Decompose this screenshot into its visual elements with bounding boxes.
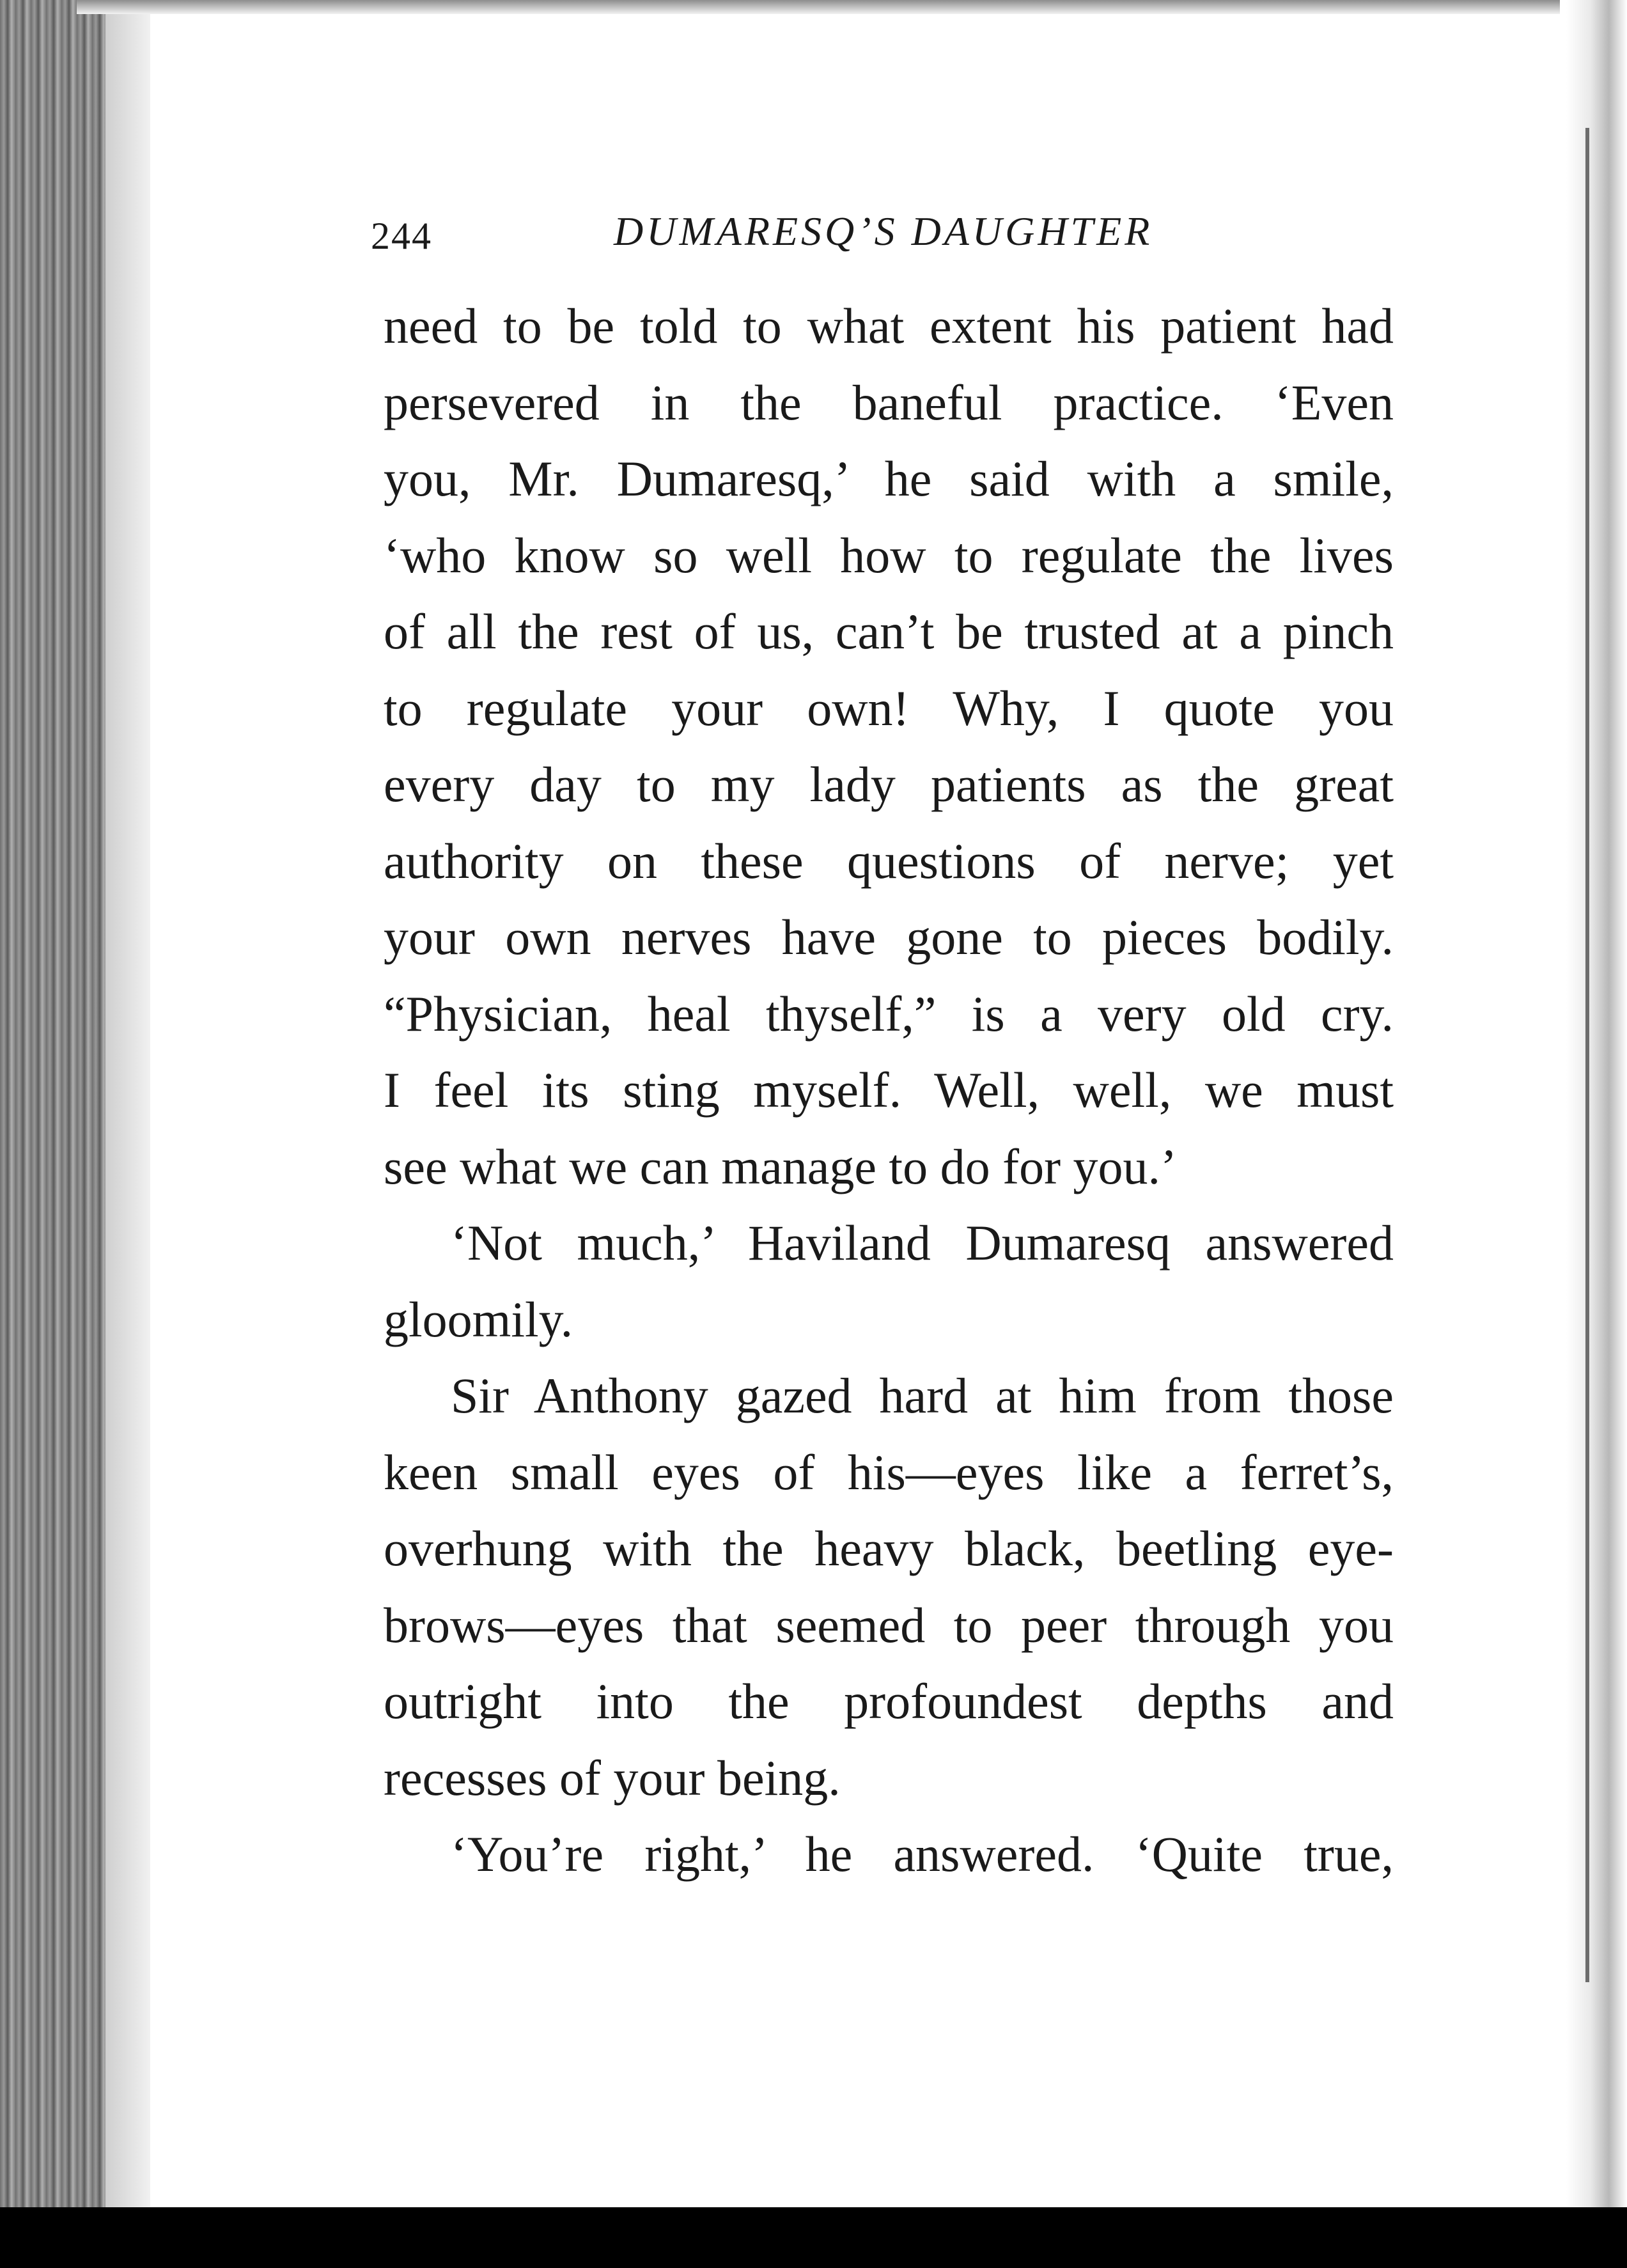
- text-line: to regulate your own! Why, I quote you: [384, 680, 1394, 736]
- text-line: “Physician, heal thyself,” is a very old cry.: [384, 985, 1394, 1042]
- text-line: ‘who know so well how to regulate the lives: [384, 527, 1394, 583]
- text-line: overhung with the heavy black, beetling eye-: [384, 1521, 1394, 1576]
- book-title: DUMARESQ’S DAUGHTER: [614, 208, 1153, 254]
- text-line: keen small eyes of his—eyes like a ferret’s,: [384, 1444, 1394, 1500]
- body-text: [384, 288, 1394, 1893]
- text-line: need to be told to what extent his patient had: [384, 298, 1394, 354]
- text-line: Sir Anthony gazed hard at him from those: [451, 1368, 1394, 1423]
- text-line: your own nerves have gone to pieces bodily.: [384, 909, 1394, 965]
- text-line: outright into the profoundest depths and: [384, 1673, 1394, 1729]
- text-line: gloomily.: [384, 1291, 573, 1347]
- text-line: ‘Not much,’ Haviland Dumaresq answered: [451, 1215, 1394, 1271]
- text-line: you, Mr. Dumaresq,’ he said with a smile,: [384, 451, 1394, 506]
- text-line: recesses of your being.: [384, 1749, 841, 1806]
- text-line: brows—eyes that seemed to peer through you: [384, 1597, 1394, 1653]
- page-number: 244: [371, 215, 432, 257]
- top-edge-shadow: [77, 0, 1560, 14]
- text-line: of all the rest of us, can’t be trusted at a pinch: [384, 604, 1394, 659]
- text-line: I feel its sting myself. Well, well, we must: [384, 1062, 1394, 1118]
- running-head: [371, 201, 1426, 272]
- text-line: persevered in the baneful practice. ‘Even: [384, 374, 1394, 430]
- text-line: see what we can manage to do for you.’: [384, 1138, 1178, 1194]
- book-page-stack: [0, 0, 150, 2268]
- right-page-edge: [1566, 0, 1627, 2268]
- scan-bottom-border: [0, 2207, 1627, 2268]
- text-line: authority on these questions of nerve; yet: [384, 833, 1394, 889]
- text-line: every day to my lady patients as the great: [384, 756, 1394, 812]
- text-line: ‘You’re right,’ he answered. ‘Quite true,: [451, 1826, 1394, 1882]
